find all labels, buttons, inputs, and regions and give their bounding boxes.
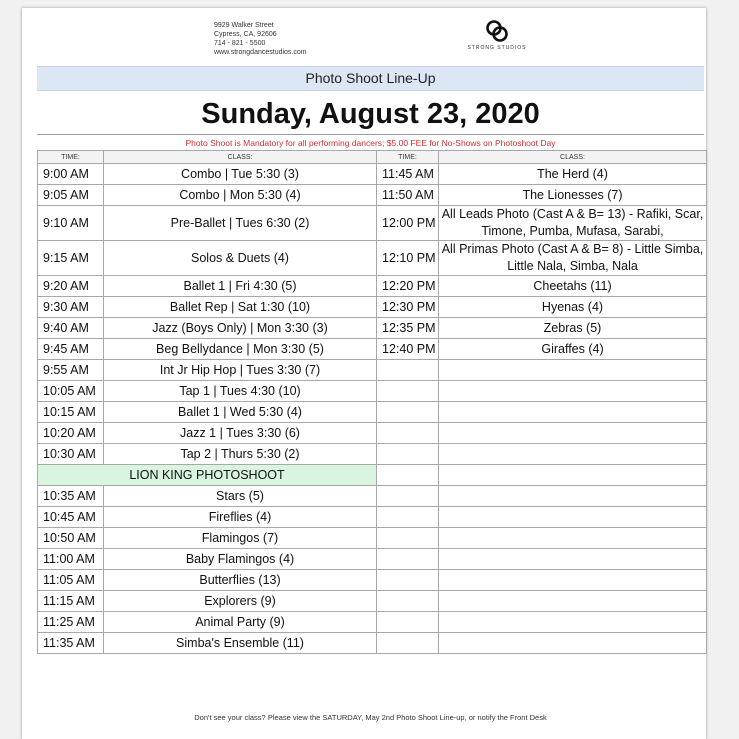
divider xyxy=(37,134,704,135)
class-cell: Fireflies (4) xyxy=(104,507,377,528)
address-line: Cypress, CA, 92606 xyxy=(214,31,277,38)
time-cell: 9:20 AM xyxy=(38,276,104,297)
class-cell: Flamingos (7) xyxy=(104,528,377,549)
time-cell: 9:10 AM xyxy=(38,206,104,241)
table-header-row xyxy=(38,151,707,164)
table-row xyxy=(38,633,707,654)
class-cell: Stars (5) xyxy=(104,486,377,507)
time-cell: 10:50 AM xyxy=(38,528,104,549)
table-row xyxy=(38,570,707,591)
class-cell: Solos & Duets (4) xyxy=(104,241,377,276)
empty-cell xyxy=(439,486,707,507)
studio-logo xyxy=(467,19,527,51)
time-cell: 12:40 PM xyxy=(377,339,439,360)
section-row xyxy=(38,465,707,486)
class-cell: Butterflies (13) xyxy=(104,570,377,591)
empty-cell xyxy=(439,549,707,570)
section-label: LION KING PHOTOSHOOT xyxy=(38,465,377,486)
table-row xyxy=(38,528,707,549)
time-cell: 11:50 AM xyxy=(377,185,439,206)
time-cell: 12:30 PM xyxy=(377,297,439,318)
time-header: TIME: xyxy=(377,151,439,164)
empty-cell xyxy=(377,507,439,528)
time-cell: 10:20 AM xyxy=(38,423,104,444)
notice-text: Photo Shoot is Mandatory for all performing dancers; $5.00 FEE for No-Shows on Photoshoot Day xyxy=(185,138,556,148)
time-cell: 9:05 AM xyxy=(38,185,104,206)
class-cell: Combo | Tue 5:30 (3) xyxy=(104,164,377,185)
class-cell: The Lionesses (7) xyxy=(439,185,707,206)
page-banner: Photo Shoot Line-Up xyxy=(37,66,704,91)
time-cell: 10:15 AM xyxy=(38,402,104,423)
address-line: www.strongdancestudios.com xyxy=(214,49,307,56)
empty-cell xyxy=(377,486,439,507)
empty-cell xyxy=(439,507,707,528)
class-cell: Animal Party (9) xyxy=(104,612,377,633)
class-cell: Tap 2 | Thurs 5:30 (2) xyxy=(104,444,377,465)
page-title: Sunday, August 23, 2020 xyxy=(201,98,540,130)
empty-cell xyxy=(439,465,707,486)
table-row xyxy=(38,339,707,360)
empty-cell xyxy=(377,402,439,423)
class-cell: Zebras (5) xyxy=(439,318,707,339)
class-cell: Ballet 1 | Wed 5:30 (4) xyxy=(104,402,377,423)
empty-cell xyxy=(377,381,439,402)
time-cell: 10:05 AM xyxy=(38,381,104,402)
empty-cell xyxy=(439,423,707,444)
strong-studios-logo-icon xyxy=(485,19,509,43)
table-row xyxy=(38,318,707,339)
class-cell: Beg Bellydance | Mon 3:30 (5) xyxy=(104,339,377,360)
time-cell: 12:10 PM xyxy=(377,241,439,276)
document-page xyxy=(22,8,706,739)
time-cell: 10:30 AM xyxy=(38,444,104,465)
table-row xyxy=(38,486,707,507)
studio-address xyxy=(214,21,307,57)
class-header: CLASS: xyxy=(104,151,377,164)
address-line: 714 - 821 - 5500 xyxy=(214,40,266,47)
time-cell: 11:05 AM xyxy=(38,570,104,591)
time-cell: 11:45 AM xyxy=(377,164,439,185)
class-cell: Tap 1 | Tues 4:30 (10) xyxy=(104,381,377,402)
empty-cell xyxy=(439,570,707,591)
time-cell: 11:35 AM xyxy=(38,633,104,654)
table-row xyxy=(38,423,707,444)
time-cell: 9:55 AM xyxy=(38,360,104,381)
empty-cell xyxy=(439,402,707,423)
table-row xyxy=(38,185,707,206)
class-cell: Giraffes (4) xyxy=(439,339,707,360)
time-cell: 12:20 PM xyxy=(377,276,439,297)
empty-cell xyxy=(377,570,439,591)
empty-cell xyxy=(439,381,707,402)
class-cell: Explorers (9) xyxy=(104,591,377,612)
time-cell: 10:35 AM xyxy=(38,486,104,507)
table-row xyxy=(38,549,707,570)
time-cell: 9:15 AM xyxy=(38,241,104,276)
class-cell: Jazz (Boys Only) | Mon 3:30 (3) xyxy=(104,318,377,339)
class-cell: All Leads Photo (Cast A & B= 13) - Rafiki, Scar, Timone, Pumba, Mufasa, Sarabi, xyxy=(439,206,707,241)
empty-cell xyxy=(439,360,707,381)
empty-cell xyxy=(377,591,439,612)
time-cell: 12:00 PM xyxy=(377,206,439,241)
empty-cell xyxy=(439,633,707,654)
table-row xyxy=(38,206,707,241)
table-row xyxy=(38,241,707,276)
class-cell: Hyenas (4) xyxy=(439,297,707,318)
class-cell: The Herd (4) xyxy=(439,164,707,185)
empty-cell xyxy=(377,633,439,654)
time-cell: 11:00 AM xyxy=(38,549,104,570)
table-row xyxy=(38,164,707,185)
table-row xyxy=(38,360,707,381)
table-row xyxy=(38,591,707,612)
empty-cell xyxy=(377,423,439,444)
class-cell: All Primas Photo (Cast A & B= 8) - Little Simba, Little Nala, Simba, Nala xyxy=(439,241,707,276)
schedule-table xyxy=(37,150,707,654)
table-row xyxy=(38,507,707,528)
table-row xyxy=(38,381,707,402)
time-cell: 9:00 AM xyxy=(38,164,104,185)
class-cell: Pre-Ballet | Tues 6:30 (2) xyxy=(104,206,377,241)
time-cell: 9:40 AM xyxy=(38,318,104,339)
empty-cell xyxy=(377,549,439,570)
class-cell: Simba's Ensemble (11) xyxy=(104,633,377,654)
empty-cell xyxy=(377,444,439,465)
time-cell: 12:35 PM xyxy=(377,318,439,339)
logo-text: STRONG STUDIOS xyxy=(467,45,527,51)
class-cell: Jazz 1 | Tues 3:30 (6) xyxy=(104,423,377,444)
letterhead xyxy=(199,13,562,65)
table-row xyxy=(38,612,707,633)
time-header: TIME: xyxy=(38,151,104,164)
footer-note: Don't see your class? Please view the SATURDAY, May 2nd Photo Shoot Line-up, or notify the Front Desk xyxy=(194,713,547,722)
table-row xyxy=(38,297,707,318)
time-cell: 11:25 AM xyxy=(38,612,104,633)
table-row xyxy=(38,276,707,297)
empty-cell xyxy=(377,465,439,486)
time-cell: 9:45 AM xyxy=(38,339,104,360)
table-row xyxy=(38,402,707,423)
time-cell: 10:45 AM xyxy=(38,507,104,528)
class-cell: Combo | Mon 5:30 (4) xyxy=(104,185,377,206)
class-cell: Ballet 1 | Fri 4:30 (5) xyxy=(104,276,377,297)
time-cell: 11:15 AM xyxy=(38,591,104,612)
class-header: CLASS: xyxy=(439,151,707,164)
empty-cell xyxy=(439,591,707,612)
class-cell: Ballet Rep | Sat 1:30 (10) xyxy=(104,297,377,318)
empty-cell xyxy=(377,360,439,381)
class-cell: Cheetahs (11) xyxy=(439,276,707,297)
empty-cell xyxy=(439,444,707,465)
table-row xyxy=(38,444,707,465)
empty-cell xyxy=(377,612,439,633)
class-cell: Int Jr Hip Hop | Tues 3:30 (7) xyxy=(104,360,377,381)
time-cell: 9:30 AM xyxy=(38,297,104,318)
empty-cell xyxy=(439,612,707,633)
empty-cell xyxy=(439,528,707,549)
empty-cell xyxy=(377,528,439,549)
address-line: 9929 Walker Street xyxy=(214,22,274,29)
class-cell: Baby Flamingos (4) xyxy=(104,549,377,570)
